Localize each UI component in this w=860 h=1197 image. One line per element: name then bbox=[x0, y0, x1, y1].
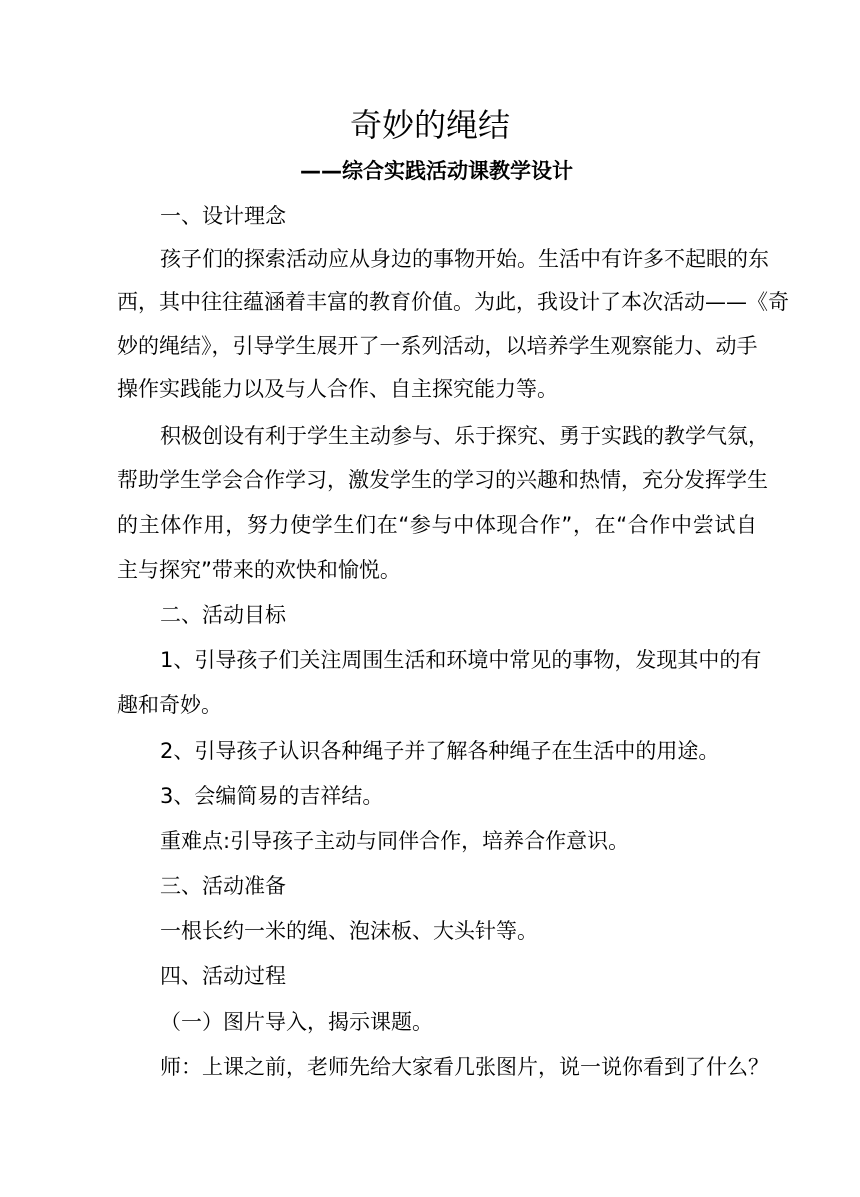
paragraph-line: 帮助学生学会合作学习，激发学生的学习的兴趣和热情，充分发挥学生 bbox=[117, 468, 768, 492]
paragraph-line: 趣和奇妙。 bbox=[117, 693, 222, 717]
teacher-dialogue: 师：上课之前，老师先给大家看几张图片，说一说你看到了什么？ bbox=[160, 1055, 769, 1079]
preparation-materials: 一根长约一米的绳、泡沫板、大头针等。 bbox=[160, 919, 538, 943]
document-subtitle: ——综合实践活动课教学设计 bbox=[300, 159, 573, 183]
paragraph-line: 积极创设有利于学生主动参与、乐于探究、勇于实践的教学气氛， bbox=[160, 424, 769, 448]
section-heading-process: 四、活动过程 bbox=[160, 964, 286, 988]
paragraph-line: 操作实践能力以及与人合作、自主探究能力等。 bbox=[117, 377, 558, 401]
process-step-1: （一）图片导入，揭示课题。 bbox=[160, 1010, 433, 1034]
goal-item-3: 3、会编简易的吉祥结。 bbox=[160, 784, 384, 808]
section-heading-preparation: 三、活动准备 bbox=[160, 874, 286, 898]
document-title: 奇妙的绳结 bbox=[349, 106, 510, 144]
section-heading-design-concept: 一、设计理念 bbox=[160, 204, 286, 228]
paragraph-line: 孩子们的探索活动应从身边的事物开始。生活中有许多不起眼的东 bbox=[160, 247, 769, 271]
paragraph-line: 西，其中往往蕴涵着丰富的教育价值。为此，我设计了本次活动——《奇 bbox=[117, 290, 789, 314]
goal-item-1: 1、引导孩子们关注周围生活和环境中常见的事物，发现其中的有 bbox=[160, 648, 762, 672]
goal-item-2: 2、引导孩子认识各种绳子并了解各种绳子在生活中的用途。 bbox=[160, 739, 720, 763]
paragraph-line: 的主体作用，努力使学生们在“参与中体现合作”，在“合作中尝试自 bbox=[117, 513, 757, 537]
paragraph-line: 主与探究”带来的欢快和愉悦。 bbox=[117, 558, 401, 582]
paragraph-line: 妙的绳结》，引导学生展开了一系列活动，以培养学生观察能力、动手 bbox=[117, 334, 758, 358]
key-difficulty: 重难点:引导孩子主动与同伴合作，培养合作意识。 bbox=[160, 829, 630, 853]
section-heading-activity-goals: 二、活动目标 bbox=[160, 603, 286, 627]
